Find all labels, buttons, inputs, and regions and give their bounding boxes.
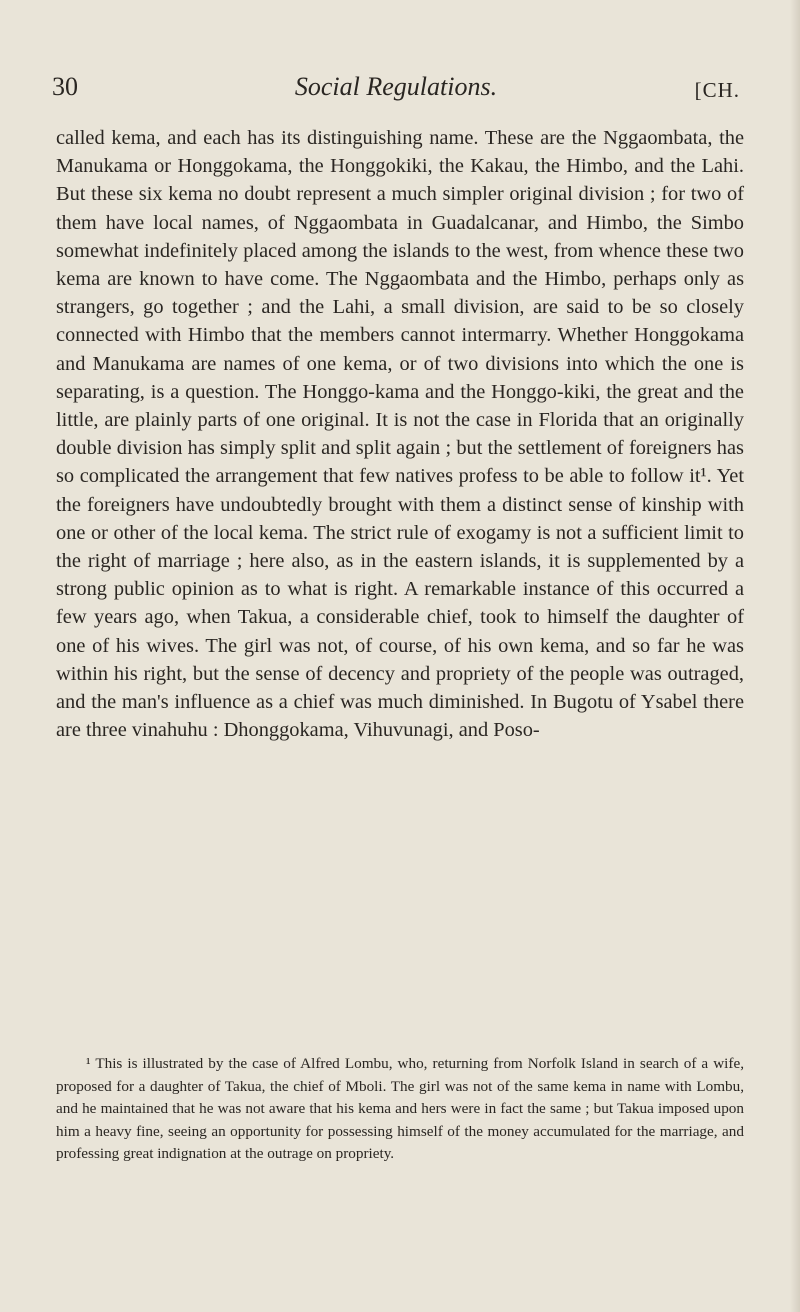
main-text	[56, 124, 744, 744]
body-paragraph: called kema, and each has its distinguishing name. These are the Nggaombata, the Manukama or Honggokama, the Honggokiki, the Kakau, the Himbo, and the Lahi. But these six kema no doubt represent a much simpler original division ; for two of them have local names, of Nggaombata in Guadalcanar, and Himbo, the Simbo somewhat indefinitely placed among the islands to the west, from whence these two kema are known to have come. The Nggaombata and the Himbo, perhaps only as strangers, go together ; and the Lahi, a small division, are said to be so closely connected with Himbo that the members cannot intermarry. Whether Honggokama and Manukama are names of one kema, or of two divisions into which the one is separating, is a question. The Honggo-kama and the Honggo-kiki, the great and the little, are plainly parts of one original. It is not the case in Florida that an originally double division has simply split and split again ; but the settlement of foreigners has so complicated the arrangement that few natives profess to be able to follow it¹. Yet the foreigners have undoubtedly brought with them a distinct sense of kinship with one or other of the local kema. The strict rule of exogamy is not a sufficient limit to the right of marriage ; here also, as in the eastern islands, it is supplemented by a strong public opinion as to what is right. A remarkable instance of this occurred a few years ago, when Takua, a considerable chief, took to himself the daughter of one of his wives. The girl was not, of course, of his own kema, and so far he was within his right, but the sense of decency and propriety of the people was outraged, and the man's influence as a chief was much diminished. In Bugotu of Ysabel there are three vinahuhu : Dhonggokama, Vihuvunagi, and Poso-	[56, 127, 744, 742]
footnote	[56, 1053, 744, 1166]
running-title: Social Regulations.	[294, 72, 498, 101]
page-header	[52, 72, 740, 112]
chapter-mark: [CH.	[694, 78, 740, 102]
page-number: 30	[52, 72, 78, 101]
page-edge-shadow	[790, 0, 800, 1312]
footnote-text: ¹ This is illustrated by the case of Alfred Lombu, who, returning from Norfolk Island in search of a wife, proposed for a daughter of Takua, the chief of Mboli. The girl was not of the same kema in name with Lombu, and he maintained that he was not aware that his kema and hers were in fact the same ; but Takua imposed upon him a heavy fine, seeing an opportunity for possessing himself of the money accumulated for the marriage, and professing great indignation at the outrage on propriety.	[56, 1055, 744, 1163]
